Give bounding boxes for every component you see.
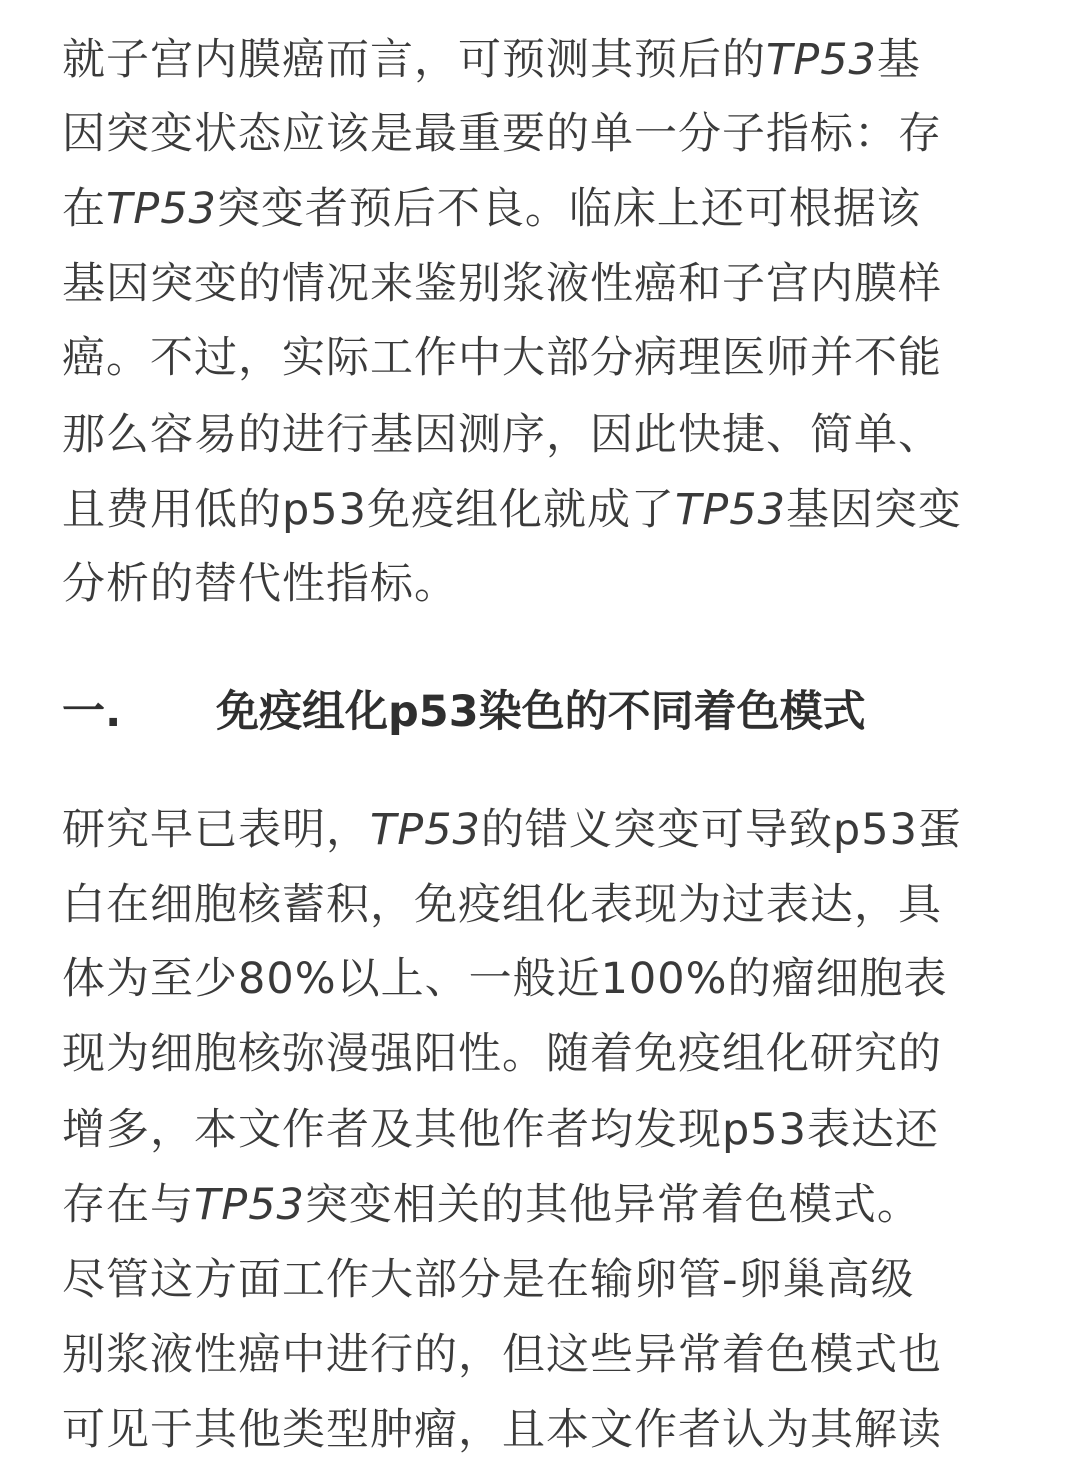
paragraph-line: 可见于其他类型肿瘤，且本文作者认为其解读 [62,1405,942,1455]
section-title: 免疫组化p53染色的不同着色模式 [216,687,866,737]
paragraph-line: 在TP53突变者预后不良。临床上还可根据该 [62,184,921,234]
paragraph-line: 因突变状态应该是最重要的单一分子指标：存 [62,109,942,159]
paragraph-line: 且费用低的p53免疫组化就成了TP53基因突变 [62,485,962,535]
paragraph-line: 增多，本文作者及其他作者均发现p53表达还 [62,1105,940,1155]
section-heading [62,682,866,742]
paragraph-line: 癌。不过，实际工作中大部分病理医师并不能 [62,333,942,383]
paragraph-line: 体为至少80%以上、一般近100%的瘤细胞表 [62,954,948,1004]
paragraph-line: 分析的替代性指标。 [62,559,458,609]
paragraph-line: 白在细胞核蓄积，免疫组化表现为过表达，具 [62,880,942,930]
paragraph-line: 存在与TP53突变相关的其他异常着色模式。 [62,1180,921,1230]
gene-name: TP53 [370,805,481,855]
paragraph-line: 尽管这方面工作大部分是在输卵管-卵巢高级 [62,1255,915,1305]
paragraph-line: 就子宫内膜癌而言，可预测其预后的TP53基 [62,35,921,85]
section-number: 一. [62,687,122,737]
gene-name: TP53 [766,35,877,85]
paragraph-line: 那么容易的进行基因测序，因此快捷、简单、 [62,410,942,460]
paragraph-line: 基因突变的情况来鉴别浆液性癌和子宫内膜样 [62,259,942,309]
paragraph-line: 研究早已表明，TP53的错义突变可导致p53蛋 [62,805,962,855]
gene-name: TP53 [194,1180,305,1230]
paragraph-line: 别浆液性癌中进行的，但这些异常着色模式也 [62,1330,942,1380]
gene-name: TP53 [675,485,786,535]
paragraph-line: 现为细胞核弥漫强阳性。随着免疫组化研究的 [62,1029,942,1079]
gene-name: TP53 [106,184,217,234]
